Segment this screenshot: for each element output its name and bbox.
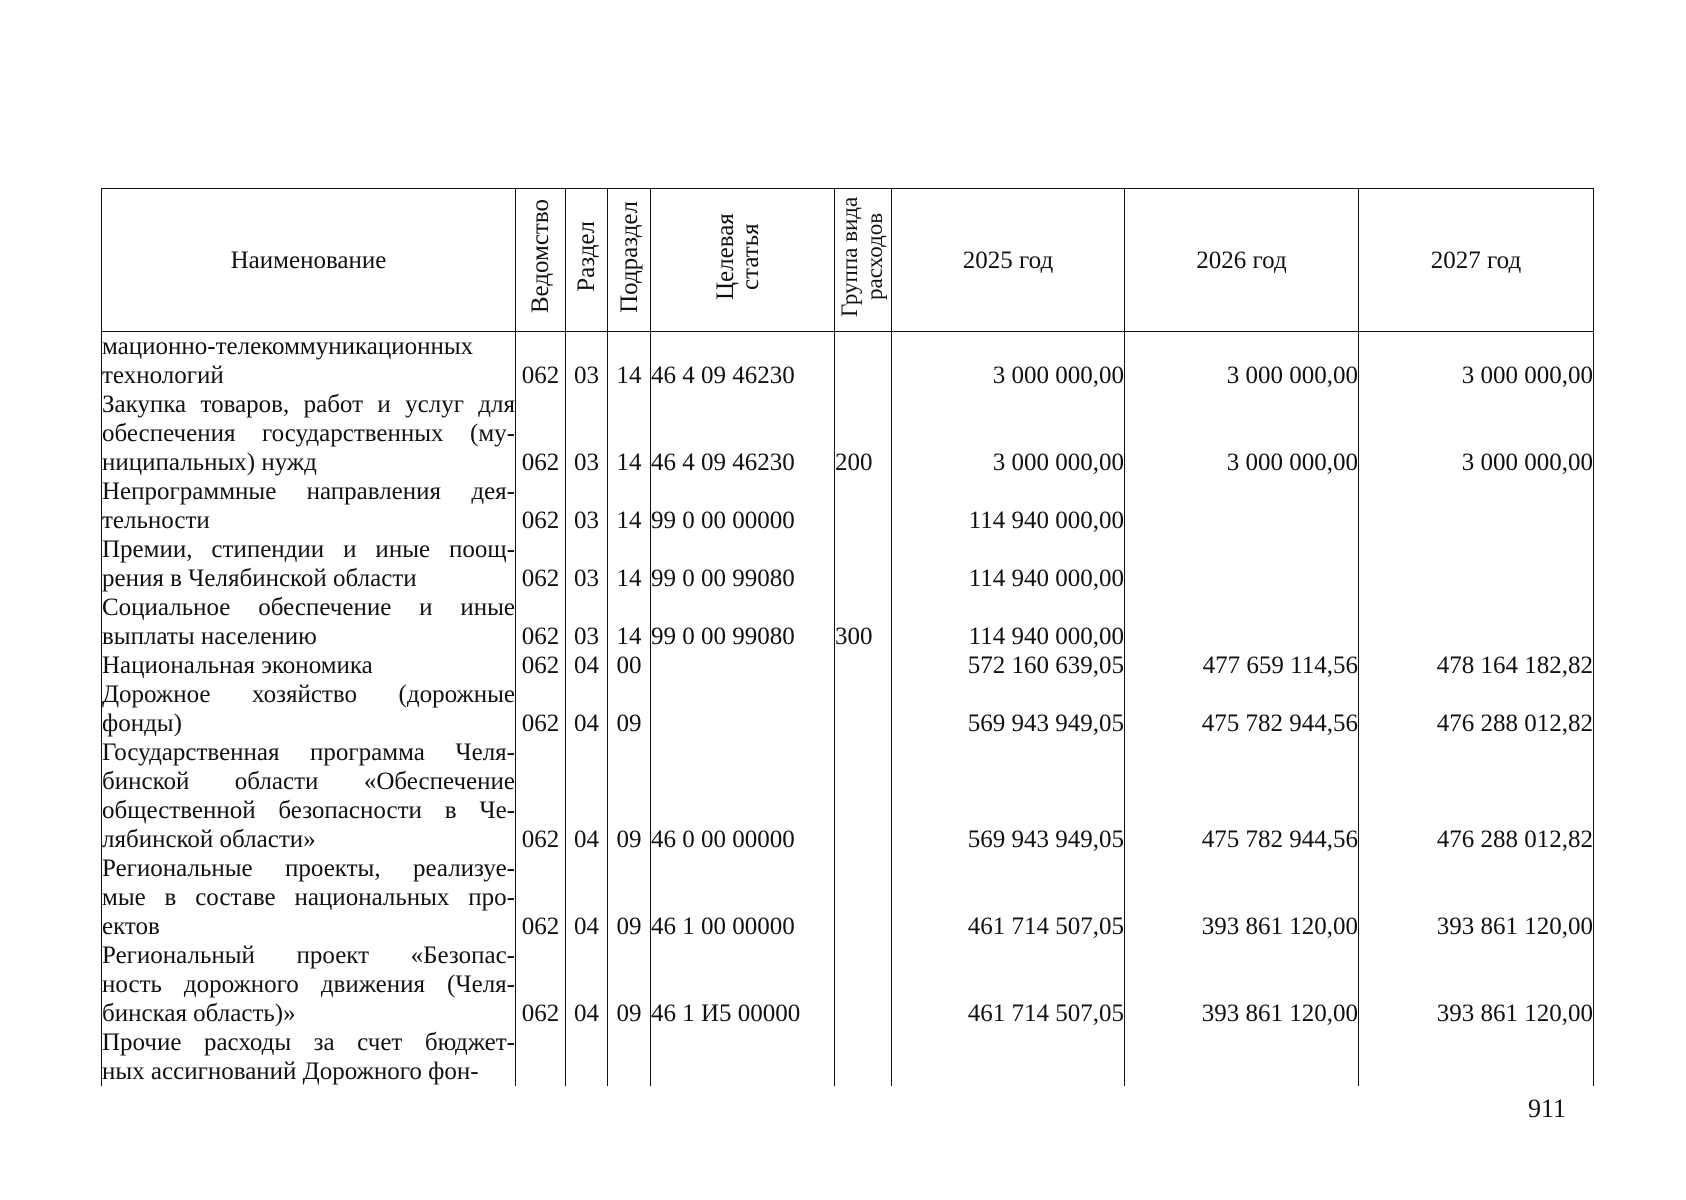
- cell-amount-2027: 393 861 120,00: [1359, 941, 1594, 1028]
- cell-name-line: выплаты населению: [102, 623, 317, 650]
- cell-razdel: 04: [566, 651, 608, 680]
- cell-name-line: рения в Челябинской области: [102, 565, 417, 592]
- header-vedomstvo: Ведомство: [516, 189, 566, 332]
- cell-name-line: Государственная программа Челя-: [102, 739, 515, 766]
- cell-name-line: бинской области «Обеспечение: [102, 768, 515, 795]
- cell-razdel: 04: [566, 854, 608, 941]
- cell-amount-2025: 114 940 000,00: [892, 477, 1125, 535]
- table-row: [102, 477, 1594, 535]
- cell-amount-2026: [1125, 477, 1359, 535]
- cell-amount-2027: 3 000 000,00: [1359, 390, 1594, 477]
- cell-name-line: ектов: [102, 913, 160, 940]
- cell-gruppa-vida-rashodov: [835, 1028, 892, 1086]
- cell-vedomstvo: 062: [516, 535, 566, 593]
- cell-name-line: мационно-телекоммуникационных: [102, 333, 474, 360]
- header-gruppa-vida-rashodov: Группа вида расходов: [835, 189, 892, 332]
- table-row: [102, 332, 1594, 391]
- cell-name-line: лябинской области»: [102, 826, 316, 853]
- cell-name: [102, 941, 516, 1028]
- cell-amount-2026: [1125, 593, 1359, 651]
- cell-amount-2026: [1125, 535, 1359, 593]
- cell-name: [102, 332, 516, 391]
- header-name: Наименование: [102, 189, 516, 332]
- cell-gruppa-vida-rashodov: [835, 738, 892, 854]
- cell-razdel: 03: [566, 332, 608, 391]
- cell-razdel: 03: [566, 593, 608, 651]
- cell-podrazdel: 14: [608, 390, 651, 477]
- cell-razdel: 04: [566, 738, 608, 854]
- cell-name-line: Дорожное хозяйство (дорожные: [102, 681, 515, 708]
- cell-amount-2025: 572 160 639,05: [892, 651, 1125, 680]
- cell-podrazdel: 09: [608, 941, 651, 1028]
- cell-celevaya-statya: 99 0 00 99080: [651, 593, 835, 651]
- cell-amount-2026: 393 861 120,00: [1125, 854, 1359, 941]
- budget-table-body: [102, 332, 1594, 1087]
- cell-celevaya-statya: 46 4 09 46230: [651, 390, 835, 477]
- table-row: [102, 1028, 1594, 1086]
- cell-celevaya-statya: 46 1 И5 00000: [651, 941, 835, 1028]
- cell-gruppa-vida-rashodov: [835, 477, 892, 535]
- cell-vedomstvo: 062: [516, 593, 566, 651]
- cell-amount-2026: 3 000 000,00: [1125, 332, 1359, 391]
- header-2026: 2026 год: [1125, 189, 1359, 332]
- cell-celevaya-statya: [651, 651, 835, 680]
- cell-amount-2025: 569 943 949,05: [892, 680, 1125, 738]
- cell-name-line: ных ассигнований Дорожного фон-: [102, 1058, 479, 1085]
- cell-name: [102, 390, 516, 477]
- cell-podrazdel: 14: [608, 332, 651, 391]
- cell-amount-2026: [1125, 1028, 1359, 1086]
- cell-gruppa-vida-rashodov: [835, 332, 892, 391]
- cell-name-line: общественной безопасности в Че-: [102, 797, 515, 824]
- budget-table: [101, 188, 1594, 1086]
- cell-name-line: технологий: [102, 362, 224, 389]
- cell-name: [102, 854, 516, 941]
- cell-amount-2027: 476 288 012,82: [1359, 738, 1594, 854]
- cell-amount-2025: [892, 1028, 1125, 1086]
- cell-name-line: ность дорожного движения (Челя-: [102, 971, 515, 998]
- cell-gruppa-vida-rashodov: [835, 680, 892, 738]
- cell-razdel: 03: [566, 477, 608, 535]
- cell-amount-2025: 114 940 000,00: [892, 535, 1125, 593]
- cell-amount-2026: 475 782 944,56: [1125, 680, 1359, 738]
- cell-amount-2027: 476 288 012,82: [1359, 680, 1594, 738]
- cell-vedomstvo: 062: [516, 854, 566, 941]
- cell-razdel: 04: [566, 941, 608, 1028]
- cell-name-line: фонды): [102, 710, 182, 737]
- header-razdel: Раздел: [566, 189, 608, 332]
- cell-podrazdel: 09: [608, 854, 651, 941]
- cell-amount-2025: 3 000 000,00: [892, 390, 1125, 477]
- cell-name-line: ниципальных) нужд: [102, 449, 317, 476]
- cell-vedomstvo: 062: [516, 738, 566, 854]
- cell-vedomstvo: [516, 1028, 566, 1086]
- cell-vedomstvo: 062: [516, 941, 566, 1028]
- cell-podrazdel: 14: [608, 477, 651, 535]
- table-row: [102, 651, 1594, 680]
- cell-name-line: мые в составе национальных про-: [102, 884, 515, 911]
- cell-gruppa-vida-rashodov: [835, 535, 892, 593]
- cell-name: [102, 535, 516, 593]
- cell-gruppa-vida-rashodov: [835, 651, 892, 680]
- cell-name-line: Премии, стипендии и иные поощ-: [102, 536, 515, 563]
- cell-name: [102, 651, 516, 680]
- cell-razdel: [566, 1028, 608, 1086]
- header-2027: 2027 год: [1359, 189, 1594, 332]
- header-2025: 2025 год: [892, 189, 1125, 332]
- cell-vedomstvo: 062: [516, 651, 566, 680]
- cell-name-line: Закупка товаров, работ и услуг для: [102, 391, 515, 418]
- cell-podrazdel: [608, 1028, 651, 1086]
- cell-amount-2025: 3 000 000,00: [892, 332, 1125, 391]
- cell-amount-2026: 477 659 114,56: [1125, 651, 1359, 680]
- cell-name-line: бинская область)»: [102, 1000, 296, 1027]
- header-podrazdel: Подраздел: [608, 189, 651, 332]
- cell-amount-2026: 475 782 944,56: [1125, 738, 1359, 854]
- cell-celevaya-statya: [651, 1028, 835, 1086]
- cell-amount-2025: 461 714 507,05: [892, 941, 1125, 1028]
- cell-amount-2027: [1359, 477, 1594, 535]
- cell-amount-2026: 393 861 120,00: [1125, 941, 1359, 1028]
- cell-gruppa-vida-rashodov: 300: [835, 593, 892, 651]
- cell-gruppa-vida-rashodov: 200: [835, 390, 892, 477]
- cell-celevaya-statya: [651, 680, 835, 738]
- cell-celevaya-statya: 99 0 00 99080: [651, 535, 835, 593]
- cell-gruppa-vida-rashodov: [835, 854, 892, 941]
- cell-podrazdel: 14: [608, 535, 651, 593]
- cell-vedomstvo: 062: [516, 680, 566, 738]
- table-row: [102, 854, 1594, 941]
- cell-amount-2026: 3 000 000,00: [1125, 390, 1359, 477]
- cell-vedomstvo: 062: [516, 390, 566, 477]
- cell-razdel: 03: [566, 535, 608, 593]
- cell-celevaya-statya: 46 1 00 00000: [651, 854, 835, 941]
- cell-gruppa-vida-rashodov: [835, 941, 892, 1028]
- cell-podrazdel: 09: [608, 738, 651, 854]
- cell-amount-2025: 461 714 507,05: [892, 854, 1125, 941]
- cell-name-line: Социальное обеспечение и иные: [102, 594, 515, 621]
- cell-name-line: обеспечения государственных (му-: [102, 420, 515, 447]
- cell-name: [102, 680, 516, 738]
- table-row: [102, 941, 1594, 1028]
- cell-name-line: Региональные проекты, реализуе-: [102, 855, 515, 882]
- cell-razdel: 03: [566, 390, 608, 477]
- cell-name-line: Национальная экономика: [102, 652, 373, 679]
- page-number: 911: [1528, 1094, 1567, 1123]
- cell-amount-2027: 478 164 182,82: [1359, 651, 1594, 680]
- cell-vedomstvo: 062: [516, 477, 566, 535]
- cell-amount-2027: [1359, 593, 1594, 651]
- table-row: [102, 680, 1594, 738]
- cell-amount-2025: 569 943 949,05: [892, 738, 1125, 854]
- cell-name: [102, 738, 516, 854]
- cell-amount-2027: 393 861 120,00: [1359, 854, 1594, 941]
- cell-celevaya-statya: 46 4 09 46230: [651, 332, 835, 391]
- cell-name-line: Непрограммные направления дея-: [102, 478, 515, 505]
- cell-podrazdel: 00: [608, 651, 651, 680]
- table-row: [102, 390, 1594, 477]
- cell-amount-2027: [1359, 535, 1594, 593]
- table-header-row: [102, 189, 1594, 332]
- cell-celevaya-statya: 99 0 00 00000: [651, 477, 835, 535]
- cell-podrazdel: 14: [608, 593, 651, 651]
- cell-celevaya-statya: 46 0 00 00000: [651, 738, 835, 854]
- cell-name-line: Региональный проект «Безопас-: [102, 942, 515, 969]
- cell-name: [102, 1028, 516, 1086]
- cell-podrazdel: 09: [608, 680, 651, 738]
- cell-name: [102, 477, 516, 535]
- cell-amount-2027: [1359, 1028, 1594, 1086]
- table-row: [102, 593, 1594, 651]
- cell-name-line: Прочие расходы за счет бюджет-: [102, 1029, 515, 1056]
- table-row: [102, 738, 1594, 854]
- header-celevaya-statya: Целевая статья: [651, 189, 835, 332]
- table-row: [102, 535, 1594, 593]
- cell-name: [102, 593, 516, 651]
- cell-vedomstvo: 062: [516, 332, 566, 391]
- cell-amount-2025: 114 940 000,00: [892, 593, 1125, 651]
- cell-razdel: 04: [566, 680, 608, 738]
- cell-name-line: тельности: [102, 507, 210, 534]
- cell-amount-2027: 3 000 000,00: [1359, 332, 1594, 391]
